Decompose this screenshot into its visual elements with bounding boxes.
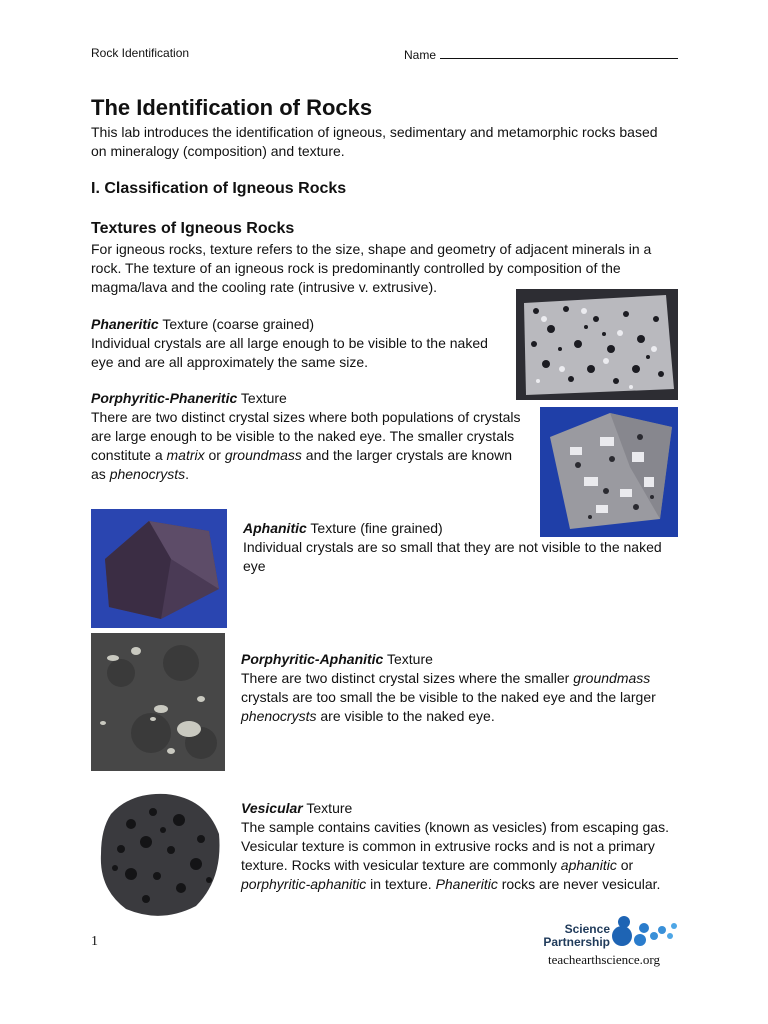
aphanitic-term: Aphanitic: [243, 520, 307, 536]
porphyritic-aphanitic-rock-photo: [91, 633, 225, 771]
aphanitic-rock-photo: [91, 509, 227, 628]
logo-line-2: Partnership: [543, 935, 610, 949]
term-groundmass: groundmass: [224, 447, 302, 463]
porphyritic-phaneritic-term: Porphyritic-Phaneritic: [91, 390, 238, 406]
vesicular-description: [241, 818, 681, 894]
pp-text-end: .: [185, 466, 190, 482]
page-number: 1: [91, 934, 98, 949]
ve-text-3: rocks are never vesicular.: [497, 876, 661, 892]
textures-intro-paragraph: For igneous rocks, texture refers to the size, shape and geometry of adjacent minerals in a rock. The texture of an igneous rock is predominantly controlled by composition of the magma/lava and the cooling rate (intrusive v. extrusive).: [91, 241, 652, 295]
aphanitic-description: Individual crystals are so small that they are not visible to the naked eye: [243, 539, 662, 574]
vesicular-rock-photo: [91, 784, 225, 924]
phaneritic-rock-photo: [516, 289, 678, 400]
section-heading: I. Classification of Igneous Rocks: [91, 180, 347, 197]
porphyritic-phaneritic-rock-photo: [540, 407, 678, 537]
porphyritic-phaneritic-suffix: Texture: [237, 390, 287, 406]
document-header-title: Rock Identification: [91, 46, 190, 60]
ve-term-aphanitic: aphanitic: [560, 857, 617, 873]
vesicular-term: Vesicular: [241, 800, 303, 816]
name-field: [404, 46, 678, 62]
name-blank-line: [440, 46, 678, 59]
porphyritic-aphanitic-suffix: Texture: [383, 651, 433, 667]
term-phenocrysts: phenocrysts: [109, 466, 186, 482]
page-title: The Identification of Rocks: [91, 95, 373, 120]
aphanitic-suffix: Texture (fine grained): [306, 520, 443, 536]
pp-text-2: and the larger crystals are known as: [91, 447, 513, 482]
pp-text-or: or: [204, 447, 225, 463]
pa-term-phenocrysts: phenocrysts: [241, 708, 317, 724]
porphyritic-phaneritic-heading: [91, 389, 287, 408]
ve-term-porphyritic-aphanitic: porphyritic-aphanitic: [241, 876, 367, 892]
porphyritic-phaneritic-description: [91, 408, 529, 484]
pa-text-1: There are two distinct crystal sizes where the smaller: [241, 670, 574, 686]
pa-text-2: crystals are too small the be visible to the naked eye and the larger: [241, 689, 656, 705]
ve-text-1: The sample contains cavities (known as vesicles) from escaping gas. Vesicular texture is common in extrusive rocks and is not a primary texture. Rocks with vesicular texture are commonly: [241, 819, 669, 873]
vesicular-suffix: Texture: [302, 800, 353, 816]
science-partnership-logo: [540, 914, 680, 950]
footer-url[interactable]: teachearthscience.org: [548, 952, 660, 967]
ve-text-or: or: [616, 857, 634, 873]
pa-term-groundmass: groundmass: [573, 670, 651, 686]
logo-bubbles-icon: [610, 914, 678, 950]
name-label: Name: [404, 48, 437, 62]
ve-term-phaneritic: Phaneritic: [435, 876, 498, 892]
phaneritic-term: Phaneritic: [91, 316, 159, 332]
phaneritic-heading: [91, 315, 314, 334]
intro-paragraph: This lab introduces the identification of igneous, sedimentary and metamorphic rocks based on mineralogy (composition) and texture.: [91, 124, 658, 159]
pp-text-1: There are two distinct crystal sizes where both populations of crystals are large enough to be visible to the naked eye. The smaller crystals constitute a: [91, 409, 521, 463]
porphyritic-aphanitic-description: [241, 669, 686, 726]
phaneritic-suffix: Texture (coarse grained): [158, 316, 315, 332]
aphanitic-heading: [243, 519, 443, 538]
subsection-heading: Textures of Igneous Rocks: [91, 220, 295, 237]
porphyritic-aphanitic-term: Porphyritic-Aphanitic: [241, 651, 384, 667]
logo-line-1: Science: [564, 922, 610, 936]
pa-text-3: are visible to the naked eye.: [316, 708, 495, 724]
ve-text-2: in texture.: [366, 876, 436, 892]
phaneritic-description: Individual crystals are all large enough to be visible to the naked eye and are all approximately the same size.: [91, 335, 488, 370]
term-matrix: matrix: [166, 447, 205, 463]
porphyritic-aphanitic-heading: [241, 650, 433, 669]
vesicular-heading: [241, 799, 352, 818]
